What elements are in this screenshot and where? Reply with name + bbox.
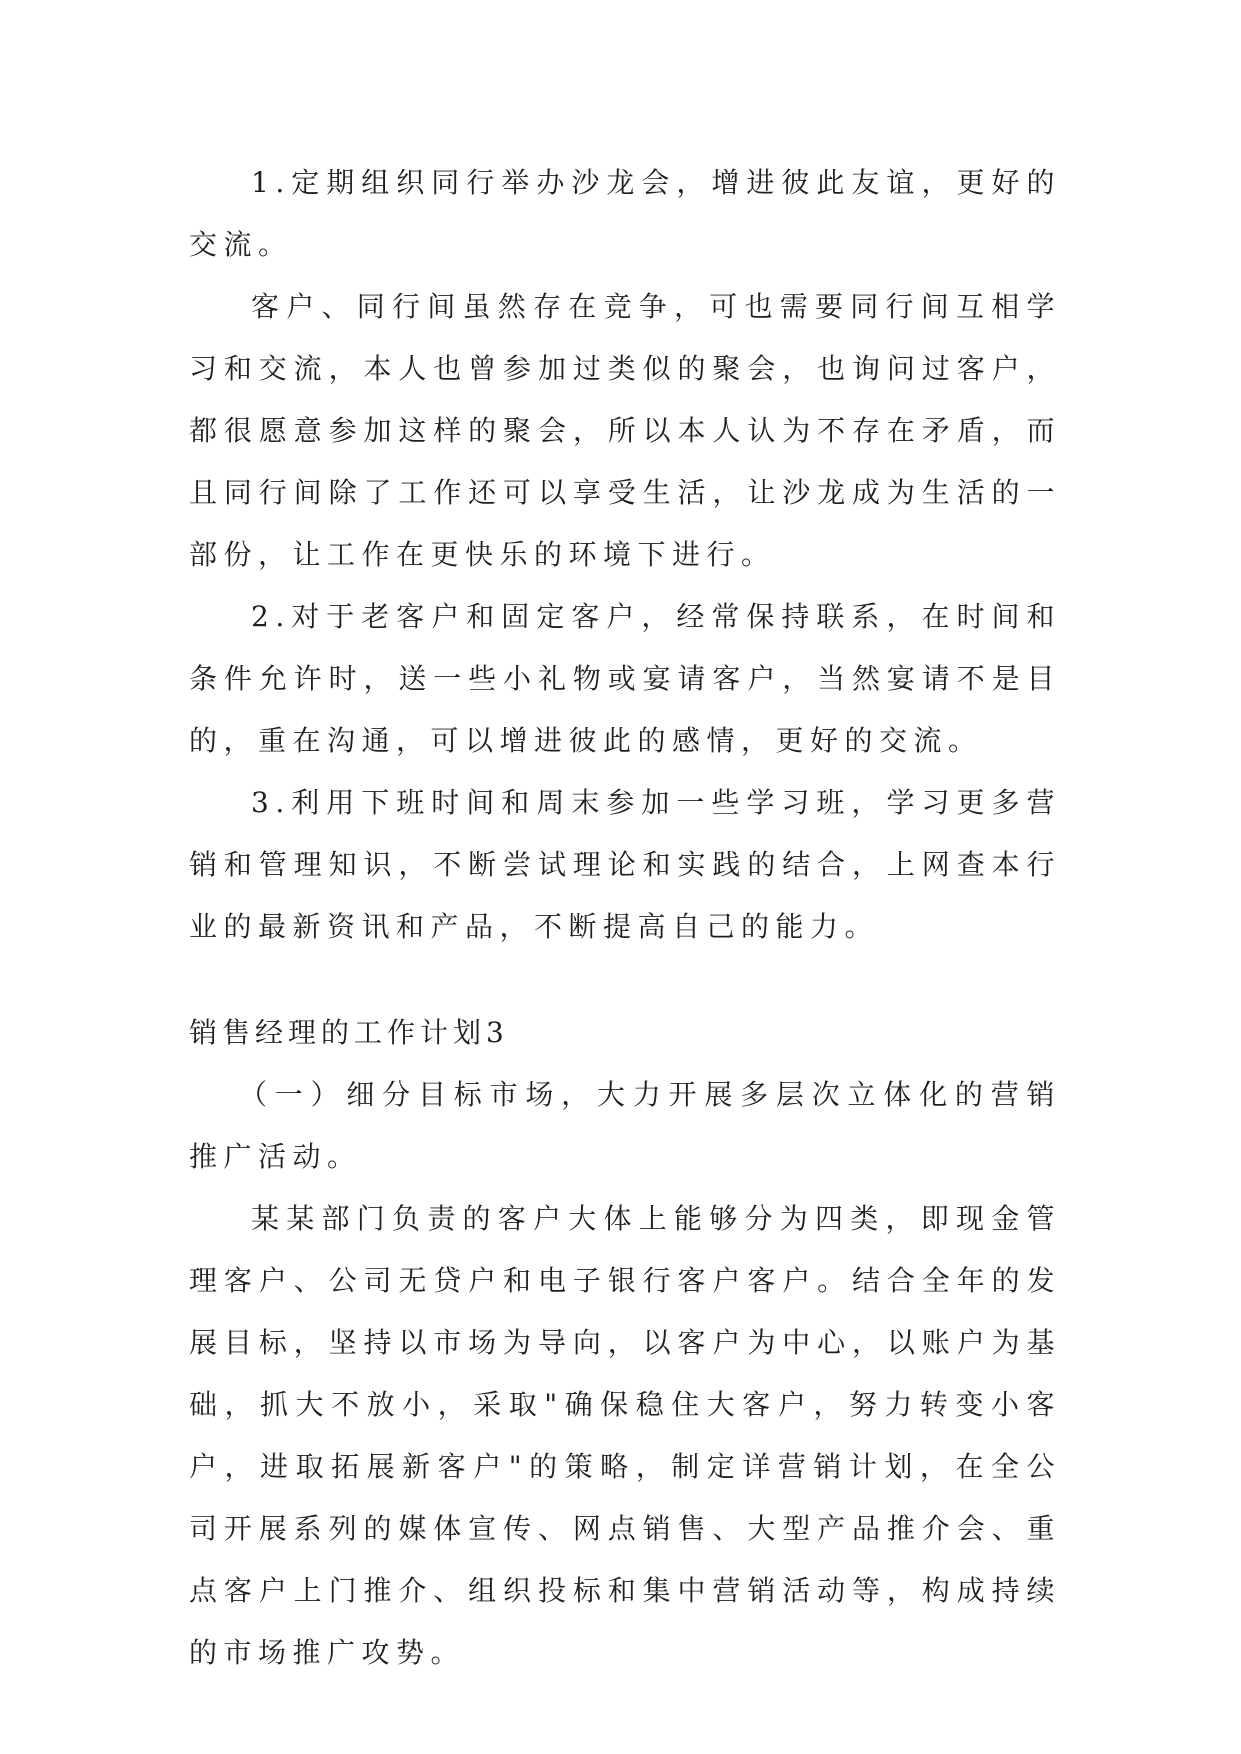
- paragraph-item-1-detail: 客户、同行间虽然存在竞争，可也需要同行间互相学习和交流，本人也曾参加过类似的聚会，也询问过客户，都很愿意参加这样的聚会，所以本人认为不存在矛盾，而且同行间除了工作还可以享受生活，让沙龙成为生活的一部份，让工作在更快乐的环境下进行。: [189, 290, 1061, 571]
- paragraph-item-1: 1.定期组织同行举办沙龙会，增进彼此友谊，更好的交流。: [189, 166, 1061, 261]
- document-body: [189, 152, 1061, 1684]
- section-heading: 销售经理的工作计划3: [189, 1016, 509, 1049]
- paragraph-item-2: 2.对于老客户和固定客户，经常保持联系，在时间和条件允许时，送一些小礼物或宴请客户，当然宴请不是目的，重在沟通，可以增进彼此的感情，更好的交流。: [189, 600, 1061, 757]
- paragraph-item-3: 3.利用下班时间和周末参加一些学习班，学习更多营销和管理知识，不断尝试理论和实践的结合，上网查本行业的最新资讯和产品，不断提高自己的能力。: [189, 786, 1061, 943]
- subsection-title: （一）细分目标市场，大力开展多层次立体化的营销推广活动。: [189, 1078, 1061, 1173]
- paragraph-customers: 某某部门负责的客户大体上能够分为四类，即现金管理客户、公司无贷户和电子银行客户客户。结合全年的发展目标，坚持以市场为导向，以客户为中心，以账户为基础，抓大不放小，采取"确保稳住大客户，努力转变小客户，进取拓展新客户"的策略，制定详营销计划，在全公司开展系列的媒体宣传、网点销售、大型产品推介会、重点客户上门推介、组织投标和集中营销活动等，构成持续的市场推广攻势。: [189, 1202, 1061, 1669]
